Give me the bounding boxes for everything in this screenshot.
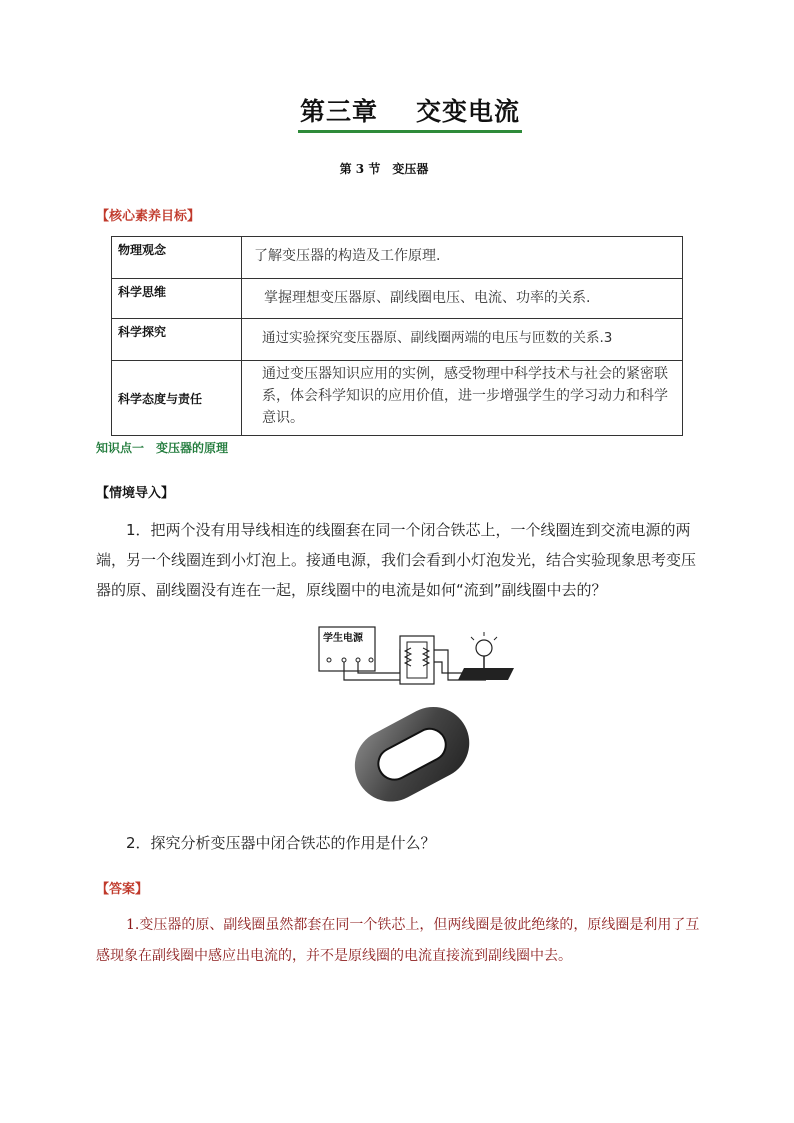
chapter-title <box>0 92 794 133</box>
intro-heading: 【情境导入】 <box>96 486 175 501</box>
iron-core-figure <box>343 700 483 812</box>
goals-row <box>112 361 683 436</box>
goals-value: 通过变压器知识应用的实例，感受物理中科学技术与社会的紧密联系，体会科学知识的应用价值，进一步增强学生的学习动力和科学意识。 <box>242 361 683 436</box>
question-2: 2．探究分析变压器中闭合铁芯的作用是什么？ <box>126 834 436 852</box>
goals-value: 通过实验探究变压器原、副线圈两端的电压与匝数的关系.3 <box>242 319 683 361</box>
goals-key: 科学态度与责任 <box>112 361 242 436</box>
section-title <box>0 160 768 177</box>
transformer-circuit-figure <box>318 626 518 688</box>
light-ray <box>471 637 474 640</box>
light-bulb-icon <box>476 640 492 656</box>
goals-row <box>112 319 683 361</box>
section-name: 变压器 <box>392 162 429 176</box>
goals-row <box>112 237 683 279</box>
goals-value: 了解变压器的构造及工作原理. <box>242 237 683 279</box>
goals-key: 物理观念 <box>112 237 242 279</box>
question-1: 1．把两个没有用导线相连的线圈套在同一个闭合铁芯上，一个线圈连到交流电源的两端，另一个线圈连到小灯泡上。接通电源，我们会看到小灯泡发光，结合实验现象思考变压器的原、副线圈没有连在一起，原线圈中的电流是如何“流到”副线圈中去的？ <box>96 521 697 599</box>
goals-key: 科学思维 <box>112 279 242 319</box>
answer-text: 1.变压器的原、副线圈虽然都套在同一个铁芯上，但两线圈是彼此绝缘的，原线圈是利用了互感现象在副线圈中感应出电流的，并不是原线圈的电流直接流到副线圈中去。 <box>96 917 700 964</box>
power-supply-label: 学生电源 <box>323 633 363 644</box>
answer-heading: 【答案】 <box>96 882 149 897</box>
light-ray <box>494 637 497 640</box>
goals-row <box>112 279 683 319</box>
knowledge-heading: 知识点一 变压器的原理 <box>96 441 229 455</box>
goals-table <box>111 236 683 436</box>
chapter-name: 交变电流 <box>416 97 521 126</box>
goals-key: 科学探究 <box>112 319 242 361</box>
lamp-base <box>458 668 514 680</box>
section-number: 第 3 节 <box>339 162 381 176</box>
goals-heading: 【核心素养目标】 <box>96 209 201 224</box>
chapter-number: 第三章 <box>299 97 378 126</box>
goals-value: 掌握理想变压器原、副线圈电压、电流、功率的关系. <box>242 279 683 319</box>
